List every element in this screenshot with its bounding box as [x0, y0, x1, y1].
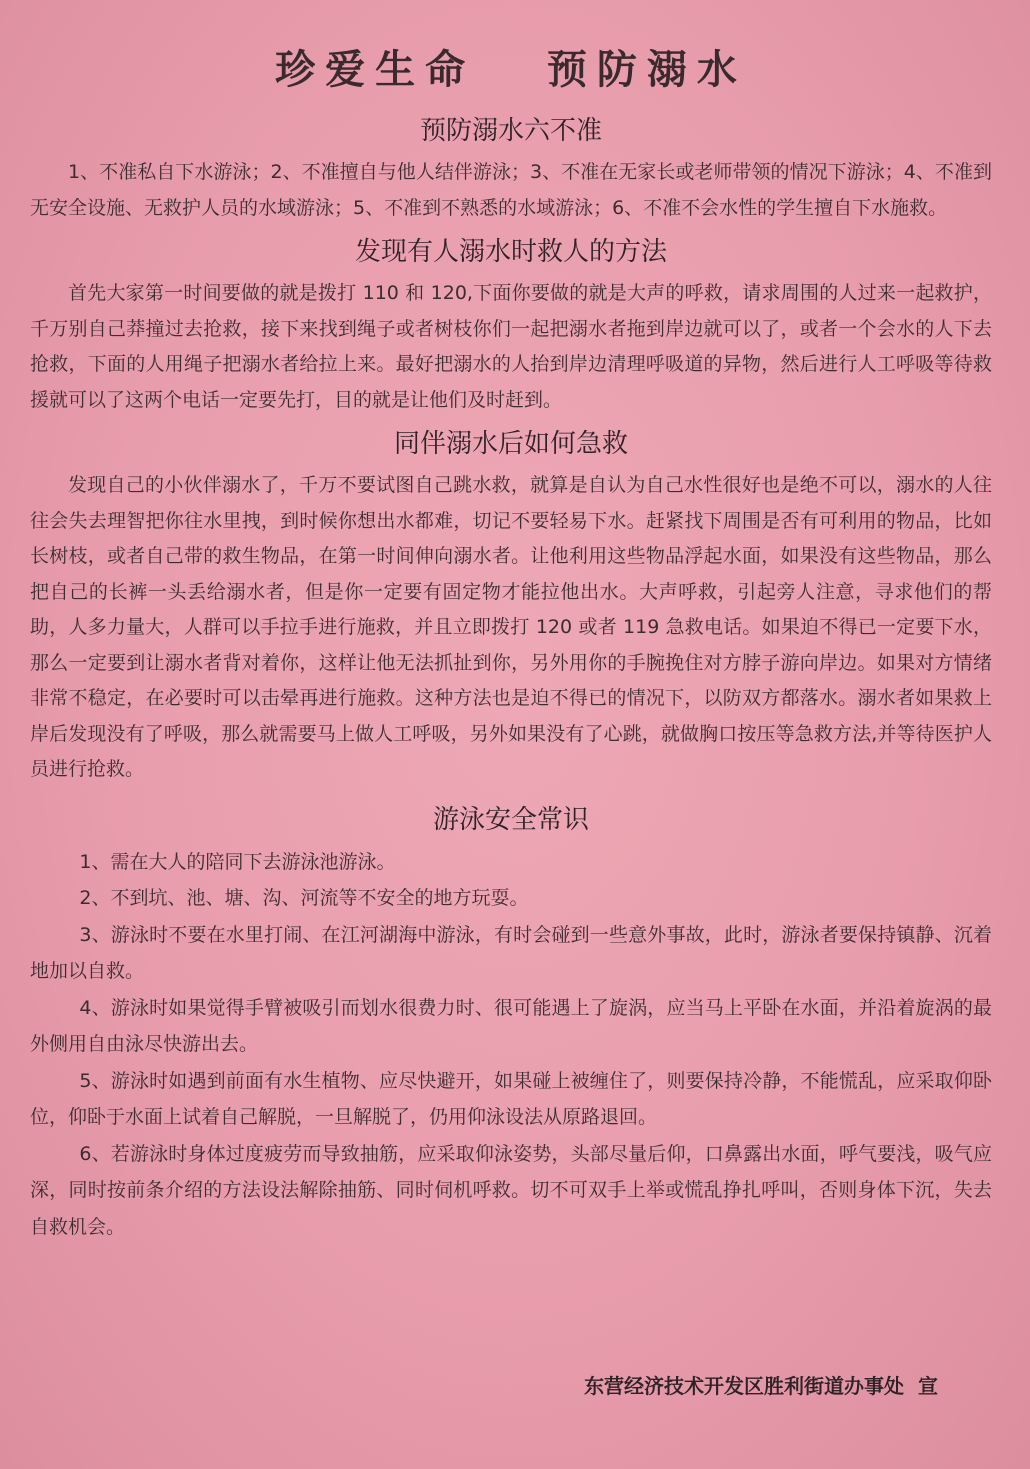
section-paragraph: 首先大家第一时间要做的就是拨打 110 和 120,下面你要做的就是大声的呼救，请求周围的人过来一起救护，千万别自己莽撞过去抢救，接下来找到绳子或者树枝你们一起把溺水者拖到岸边就可以了，或者一个会水的人下去抢救，下面的人用绳子把溺水者给拉上来。最好把溺水的人抬到岸边清理呼吸道的异物，然后进行人工呼吸等待救援就可以了这两个电话一定要先打，目的就是让他们及时赶到。: [30, 282, 992, 411]
section-title: 预防溺水六不准: [419, 116, 602, 146]
list-item: 3、游泳时不要在水里打闹、在江河湖海中游泳，有时会碰到一些意外事故，此时，游泳者要保持镇静、沉着地加以自救。: [30, 923, 992, 982]
section-title: 发现有人溺水时救人的方法: [354, 237, 667, 267]
list-item: 6、若游泳时身体过度疲劳而导致抽筋，应采取仰泳姿势，头部尽量后仰，口鼻露出水面，呼气要浅，吸气应深，同时按前条介绍的方法设法解除抽筋、同时伺机呼救。切不可双手上举或慌乱挣扎呼叫，否则身体下沉，失去自救机会。: [30, 1142, 992, 1238]
list-item: 2、不到坑、池、塘、沟、河流等不安全的地方玩耍。: [79, 887, 529, 909]
section-six-prohibitions: [30, 113, 992, 226]
section-first-aid: [30, 426, 992, 788]
list-item: 4、游泳时如果觉得手臂被吸引而划水很费力时、很可能遇上了旋涡，应当马上平卧在水面，并沿着旋涡的最外侧用自由泳尽快游出去。: [30, 996, 992, 1055]
section-swim-safety: [30, 802, 992, 1246]
list-item: 1、需在大人的陪同下去游泳池游泳。: [79, 850, 396, 873]
section-title: 同伴溺水后如何急救: [393, 429, 628, 459]
list-item: 5、游泳时如遇到前面有水生植物、应尽快避开，如果碰上被缠住了，则要保持冷静，不能慌乱，应采取仰卧位，仰卧于水面上试着自己解脱，一旦解脱了，仍用仰泳设法从原路退回。: [30, 1069, 992, 1128]
section-paragraph: 发现自己的小伙伴溺水了，千万不要试图自己跳水救，就算是自认为自己水性很好也是绝不可以，溺水的人往往会失去理智把你往水里拽，到时候你想出水都难，切记不要轻易下水。赶紧找下周围是否有可利用的物品，比如长树枝，或者自己带的救生物品，在第一时间伸向溺水者。让他利用这些物品浮起水面，如果没有这些物品，那么把自己的长裤一头丢给溺水者，但是你一定要有固定物才能拉他出水。大声呼救，引起旁人注意，寻求他们的帮助，人多力量大，人群可以手拉手进行施救，并且立即拨打 120 或者 119 急救电话。如果迫不得已一定要下水，那么一定要到让溺水者背对着你，这样让他无法抓扯到你，另外用你的手腕挽住对方脖子游向岸边。如果对方情绪非常不稳定，在必要时可以击晕再进行施救。这种方法也是迫不得已的情况下，以防双方都落水。溺水者如果救上岸后发现没有了呼吸，那么就需要马上做人工呼吸，另外如果没有了心跳，就做胸口按压等急救方法,并等待医护人员进行抢救。: [30, 474, 992, 780]
section-rescue-method: [30, 234, 992, 418]
issuer-signature: 东营经济技术开发区胜利街道办事处 宣: [584, 1374, 938, 1398]
poster-title: 珍爱生命 预防溺水: [275, 47, 747, 93]
section-title: 游泳安全常识: [432, 804, 589, 835]
section-paragraph: 1、不准私自下水游泳；2、不准擅自与他人结伴游泳；3、不准在无家长或老师带领的情况下游泳；4、不准到无安全设施、无救护人员的水域游泳；5、不准到不熟悉的水域游泳；6、不准不会水性的学生擅自下水施救。: [30, 161, 992, 219]
